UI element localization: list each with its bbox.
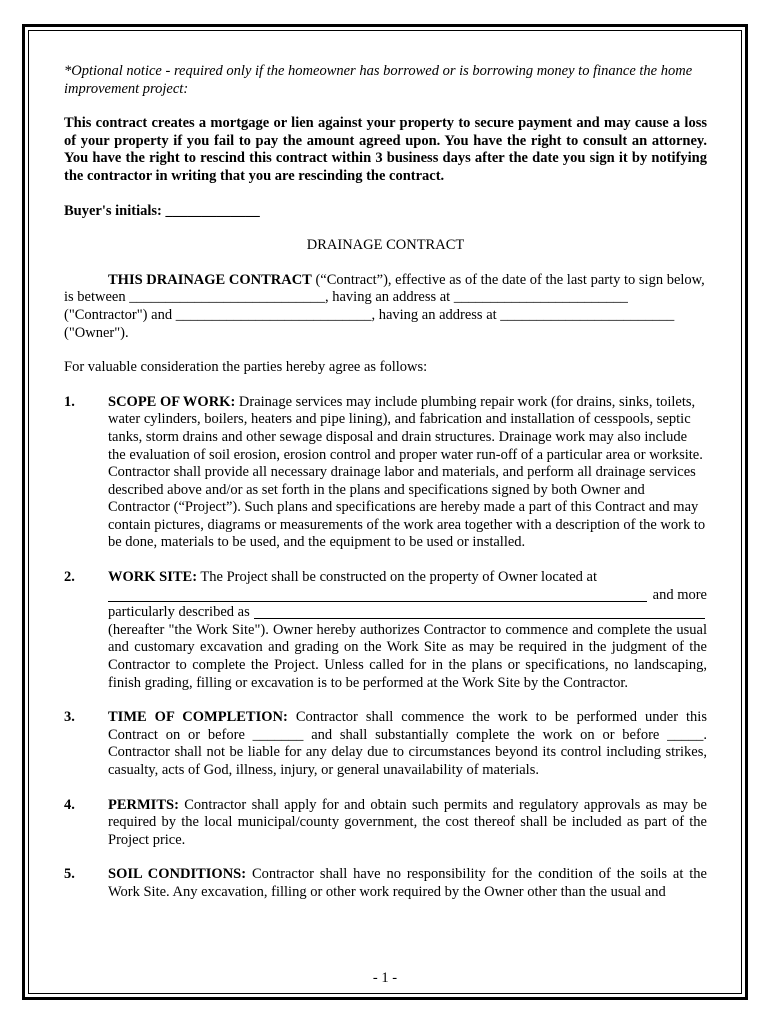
line-end-text: and more bbox=[652, 586, 707, 603]
section-heading: WORK SITE: bbox=[108, 569, 198, 586]
intro-lead: THIS DRAINAGE CONTRACT bbox=[108, 271, 312, 288]
section-soil-conditions bbox=[64, 866, 707, 901]
page-number: - 1 - bbox=[372, 970, 398, 986]
section-heading: SCOPE OF WORK: bbox=[108, 393, 236, 410]
work-site-address-line[interactable] bbox=[108, 587, 707, 605]
section-heading: SOIL CONDITIONS: bbox=[108, 866, 247, 883]
section-text: Contractor shall have no responsibility for the condition of the soils at the Work Site. Any excavation, filling or other work required by the Owner other than the usual and bbox=[108, 866, 707, 900]
section-scope-of-work bbox=[64, 394, 707, 552]
line-start-text: particularly described as bbox=[108, 604, 250, 621]
section-text-continued: (hereafter "the Work Site"). Owner hereby authorizes Contractor to commence and complete the usual and customary excavation and grading on the Work Site as may be required in the judgment of the Contractor to complete the Project. Unless called for in the plans or specifications, no landscaping, finish grading, filling or excavation is to be performed at the Work Site by the Contractor. bbox=[108, 621, 707, 691]
section-work-site bbox=[64, 569, 707, 692]
consideration-text: For valuable consideration the parties hereby agree as follows: bbox=[64, 359, 428, 376]
intro-paragraph bbox=[64, 272, 707, 342]
section-text: Contractor shall commence the work to be performed under this Contract on or before _______ and shall substantially complete the work on or before _____. Contractor shall not be liable for any delay due to circumstances beyond its control including strikes, casualty, acts of God, illness, injury, or general unavailability of materials. bbox=[108, 709, 707, 778]
lien-warning: This contract creates a mortgage or lien against your property to secure payment and may cause a loss of your property if you fail to pay the amount agreed upon. You have the right to consult an attorney. You have the right to rescind this contract within 3 business days after the date you sign it by notifying the contractor in writing that you are rescinding the contract. bbox=[64, 115, 707, 184]
section-number: 4. bbox=[64, 796, 75, 813]
buyer-initials[interactable]: Buyer's initials: _____________ bbox=[64, 202, 260, 219]
section-time-of-completion bbox=[64, 709, 707, 779]
section-text: Drainage services may include plumbing repair work (for drains, sinks, toilets, water cylinders, boilers, heaters and pipe lining), and fabrication and installation of cesspools, septic tanks, storm drains and other sewage disposal and drain structures. Drainage work may also include the evaluation of soil erosion, erosion control and proper water run-off of a particular area or worksite. Contractor shall provide all necessary drainage labor and materials, and perform all drainage services described above and/or as set forth in the plans and specifications signed by both Owner and Contractor (“Project”). Such plans and specifications are hereby made a part of this Contract and may contain pictures, diagrams or measurements of the work area together with a description of the work to be done, materials to be used, and the equipment to be used or installed. bbox=[108, 393, 706, 551]
section-text: Contractor shall apply for and obtain such permits and regulatory approvals as may be required by the local municipal/county government, the cost thereof shall be included as part of the Project price. bbox=[108, 796, 707, 848]
document-title: DRAINAGE CONTRACT bbox=[306, 237, 465, 254]
section-number: 3. bbox=[64, 709, 75, 726]
section-heading: TIME OF COMPLETION: bbox=[108, 709, 288, 726]
work-site-description-line[interactable] bbox=[108, 604, 707, 622]
document-body bbox=[64, 63, 707, 902]
section-permits bbox=[64, 797, 707, 850]
section-number: 5. bbox=[64, 866, 75, 883]
section-text: The Project shall be constructed on the property of Owner located at bbox=[197, 569, 598, 586]
section-number: 1. bbox=[64, 393, 75, 410]
intro-text: (“Contract”), effective as of the date of the last party to sign below, is between ___________________________, having an address at ________________________ ("Contractor") and ___________________________, having an address at ________________________ ("Owner"). bbox=[64, 271, 705, 341]
section-heading: PERMITS: bbox=[108, 796, 179, 813]
section-number: 2. bbox=[64, 569, 75, 586]
optional-notice: *Optional notice - required only if the homeowner has borrowed or is borrowing money to finance the home improvement project: bbox=[64, 63, 693, 97]
